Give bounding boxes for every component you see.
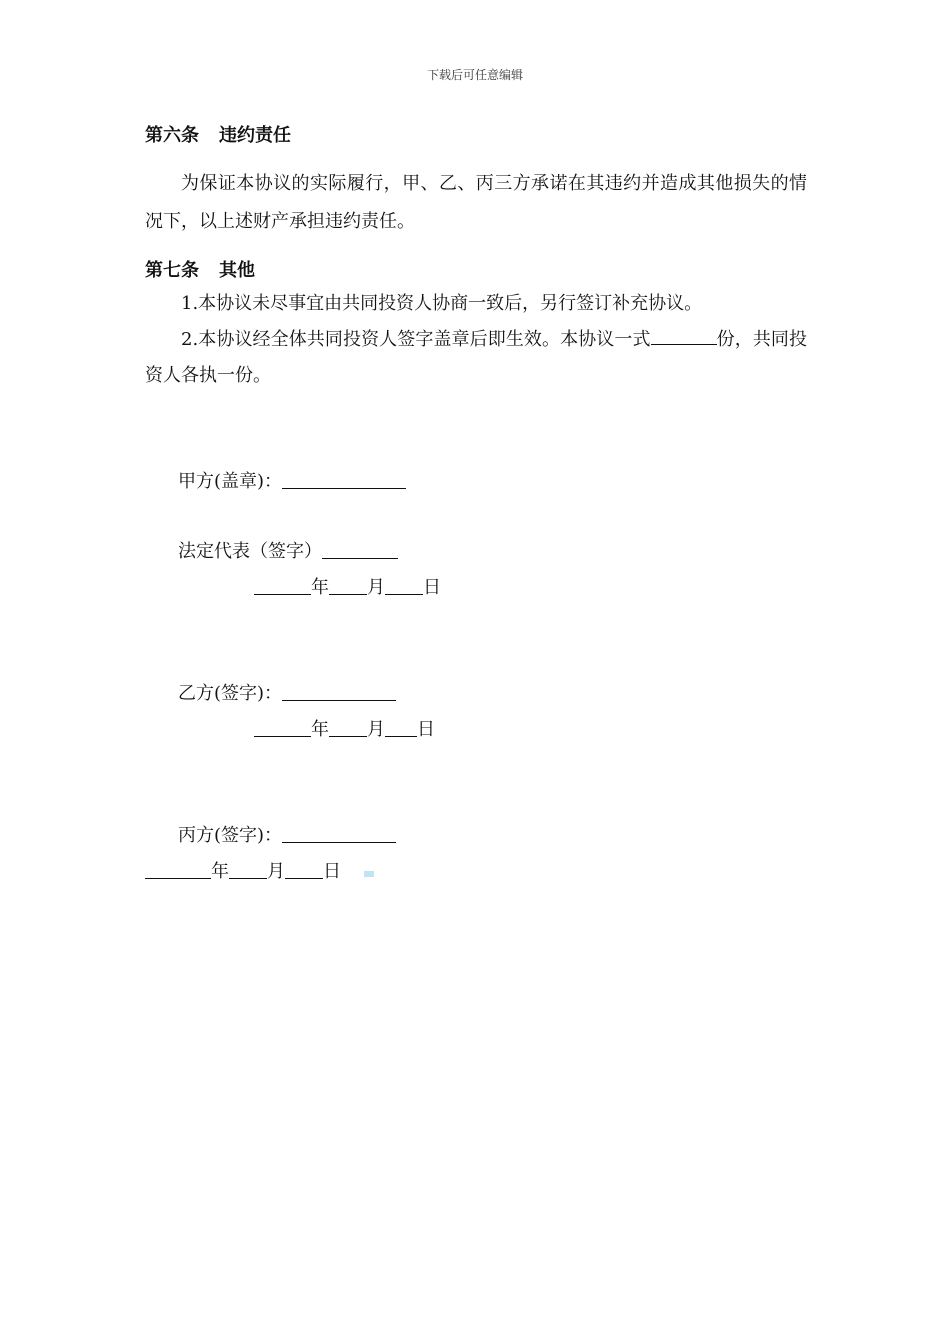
article-7-item-2-text-a: 2.本协议经全体共同投资人签字盖章后即生效。本协议一式 — [181, 329, 651, 350]
party-c-month-blank[interactable] — [229, 858, 267, 879]
article-7-title: 其他 — [219, 260, 255, 281]
article-7-item-1: 1.本协议未尽事宜由共同投资人协商一致后，另行签订补充协议。 — [181, 293, 703, 314]
legal-rep-blank[interactable] — [322, 538, 398, 559]
party-b-day-label: 日 — [417, 719, 435, 740]
party-a-month-blank[interactable] — [329, 574, 367, 595]
party-c-day-label: 日 — [323, 861, 341, 882]
party-b-month-label: 月 — [367, 719, 385, 740]
party-c-label: 丙方(签字)： — [178, 825, 283, 846]
article-6-number: 第六条 — [145, 125, 199, 146]
party-a-day-label: 日 — [423, 577, 441, 598]
article-7-item-2-text-b: 份，共同投资人各执一份。 — [145, 329, 808, 386]
party-a-signature-line — [178, 468, 406, 495]
article-6-heading — [145, 122, 807, 150]
legal-rep-signature-line — [178, 538, 398, 565]
party-b-year-blank[interactable] — [254, 716, 311, 737]
article-6-title: 违约责任 — [219, 125, 291, 146]
article-7-number: 第七条 — [145, 260, 199, 281]
party-c-date-line — [145, 858, 341, 885]
party-a-year-blank[interactable] — [254, 574, 311, 595]
party-a-date-line — [254, 574, 441, 601]
party-b-day-blank[interactable] — [385, 716, 417, 737]
party-a-day-blank[interactable] — [385, 574, 423, 595]
article-7-item-2 — [145, 322, 807, 394]
page-header: 下载后可任意编辑 — [426, 68, 523, 82]
party-a-year-label: 年 — [311, 577, 329, 598]
article-6-body: 为保证本协议的实际履行，甲、乙、丙三方承诺在其违约并造成其他损失的情况下，以上述财产承担违约责任。 — [145, 173, 807, 232]
party-b-year-label: 年 — [311, 719, 329, 740]
text-cursor-marker — [364, 871, 374, 877]
party-b-blank[interactable] — [282, 680, 396, 701]
party-c-month-label: 月 — [267, 861, 285, 882]
party-c-year-blank[interactable] — [145, 858, 211, 879]
party-c-year-label: 年 — [211, 861, 229, 882]
party-b-date-line — [254, 716, 435, 743]
party-c-signature-line — [178, 822, 396, 849]
party-b-signature-line — [178, 680, 396, 707]
party-c-day-blank[interactable] — [285, 858, 323, 879]
legal-rep-label: 法定代表（签字） — [178, 541, 322, 562]
document-body — [145, 122, 807, 394]
party-a-label: 甲方(盖章)： — [178, 471, 283, 492]
party-b-label: 乙方(签字)： — [178, 683, 283, 704]
copies-blank[interactable] — [651, 326, 717, 345]
party-a-month-label: 月 — [367, 577, 385, 598]
article-7-heading — [145, 257, 807, 285]
party-a-blank[interactable] — [282, 468, 406, 489]
party-c-blank[interactable] — [282, 822, 396, 843]
party-b-month-blank[interactable] — [329, 716, 367, 737]
